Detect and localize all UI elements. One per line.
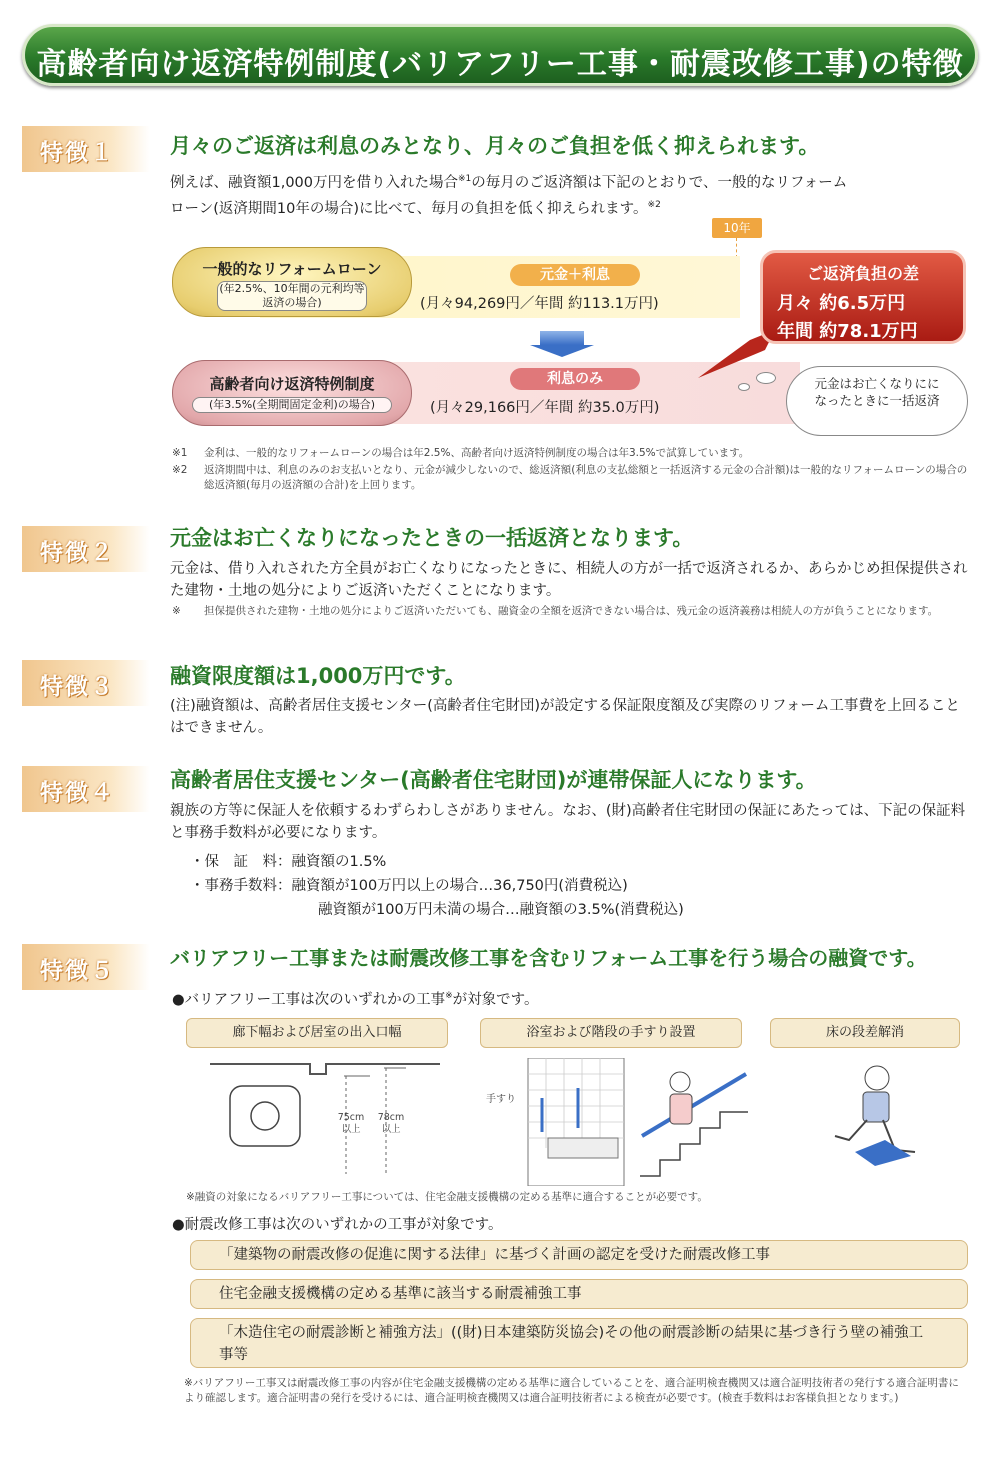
barrier-free-intro-part2: が対象です。 <box>452 991 539 1008</box>
feature-2-note-mark: ※ <box>172 605 181 617</box>
corridor-width-illustration <box>210 1058 450 1178</box>
quake-item-1: 「建築物の耐震改修の促進に関する法律」に基づく計画の認定を受けた耐震改修工事 <box>190 1240 968 1270</box>
page-title: 高齢者向け返済特例制度(バリアフリー工事・耐震改修工事)の特徴 <box>36 47 964 82</box>
handrail-label: 手すり <box>486 1094 516 1105</box>
footnote-2-mark: ※2 <box>172 464 188 476</box>
general-loan-title: 一般的なリフォームローン <box>202 260 382 278</box>
floor-step-illustration <box>815 1060 925 1170</box>
bf-item-corridor: 廊下幅および居室の出入口幅 <box>186 1018 448 1048</box>
special-loan-title: 高齢者向け返済特例制度 <box>209 375 375 393</box>
cloud-bubble-medium <box>756 372 776 384</box>
feature-3-tag <box>22 660 150 706</box>
title-banner <box>22 24 978 86</box>
feature-2-tag-label: 特徴２ <box>40 540 115 566</box>
cloud-text: 元金はお亡くなりにになったときに一括返済 <box>814 376 940 408</box>
special-amount: (月々29,166円／年間 約35.0万円) <box>430 400 660 416</box>
cloud-bubble-small <box>738 383 750 391</box>
feature-1-body-part2: の毎月のご返済額は下記のとおりで、一般的なリフォーム <box>471 174 848 191</box>
final-note: ※バリアフリー工事又は耐震改修工事の内容が住宅金融支援機構の定める基準に適合していることを、適合証明検査機関又は適合証明技術者の発行する適合証明書により確認します。適合証明書の発行を受けるには、適合証明検査機関又は適合証明技術者による検査が必要です。(検査手数料はお客様負担となります。) <box>184 1377 959 1404</box>
quake-item-3: 「木造住宅の耐震診断と補強方法」((財)日本建築防災協会)その他の耐震診断の結果に基づき行う壁の補強工事等 <box>190 1318 968 1368</box>
barrier-free-note: ※融資の対象になるバリアフリー工事については、住宅金融支援機構の定める基準に適合することが必要です。 <box>186 1191 708 1203</box>
cloud-bubble <box>786 366 968 436</box>
feature-2-body: 元金は、借り入れされた方全員がお亡くなりになったときに、相続人の方が一括で返済されるか、あらかじめ担保提供された建物・土地の処分によりご返済いただくことになります。 <box>170 561 968 599</box>
feature-5-heading: バリアフリー工事または耐震改修工事を含むリフォーム工事を行う場合の融資です。 <box>170 946 927 970</box>
repayment-diff-monthly: 月々 約6.5万円 <box>777 293 906 314</box>
bathroom-handrail-illustration <box>498 1058 628 1186</box>
feature-4-tag-label: 特徴４ <box>40 780 115 806</box>
special-band-label: 利息のみ <box>510 368 640 390</box>
feature-2-tag <box>22 526 150 572</box>
barrier-free-intro-part1: ●バリアフリー工事は次のいずれかの工事 <box>172 991 446 1008</box>
width-78-label: 78cm以上 <box>377 1112 405 1135</box>
feature-5-tag <box>22 944 150 990</box>
quake-item-2: 住宅金融支援機構の定める基準に該当する耐震補強工事 <box>190 1279 968 1309</box>
feature-1-tag-label: 特徴１ <box>40 140 115 166</box>
feature-4-tag <box>22 766 150 812</box>
general-band-label: 元金＋利息 <box>510 264 640 286</box>
down-arrow-icon <box>540 331 584 345</box>
general-loan-sub: (年2.5%、10年間の元利均等返済の場合) <box>217 281 367 311</box>
down-arrow-head-icon <box>530 345 594 357</box>
feature-2-heading: 元金はお亡くなりになったときの一括返済となります。 <box>170 526 694 550</box>
quake-intro: ●耐震改修工事は次のいずれかの工事が対象です。 <box>172 1217 503 1233</box>
fee-line-2: ・事務手数料：融資額が100万円以上の場合…36,750円(消費税込) <box>190 878 628 894</box>
years-marker <box>736 238 737 258</box>
feature-5-tag-label: 特徴５ <box>40 958 115 984</box>
feature-4-body: 親族の方等に保証人を依頼するわずらわしさがありません。なお、(財)高齢者住宅財団の保証にあたっては、下記の保証料と事務手数料が必要になります。 <box>170 803 966 841</box>
barrier-free-intro <box>172 985 972 1011</box>
repayment-diff-yearly: 年間 約78.1万円 <box>777 321 918 342</box>
bf-item-step: 床の段差解消 <box>770 1018 960 1048</box>
bf-item-handrail: 浴室および階段の手すり設置 <box>480 1018 742 1048</box>
general-loan-pill <box>172 247 412 317</box>
feature-1-tag <box>22 126 150 172</box>
special-loan-pill <box>172 360 412 426</box>
special-loan-sub: (年3.5%(全期間固定金利)の場合) <box>192 397 392 413</box>
feature-3-tag-label: 特徴３ <box>40 674 115 700</box>
stairs-handrail-illustration <box>640 1060 750 1180</box>
feature-1-heading: 月々のご返済は利息のみとなり、月々のご負担を低く抑えられます。 <box>170 134 820 158</box>
feature-1-body <box>170 168 970 220</box>
feature-1-sup1: ※1 <box>458 174 472 184</box>
footnote-2-text: 返済期間中は、利息のみのお支払いとなり、元金が減少しないので、総返済額(利息の支払総額と一括返済する元金の合計額)は一般的なリフォームローンの場合の総返済額(毎月の返済額の合計)を上回ります。 <box>204 464 968 491</box>
feature-3-heading: 融資限度額は1,000万円です。 <box>170 664 466 688</box>
years-label: 10年 <box>712 218 762 238</box>
feature-4-heading: 高齢者居住支援センター(高齢者住宅財団)が連帯保証人になります。 <box>170 768 817 792</box>
fee-line-1: ・保 証 料：融資額の1.5% <box>190 854 387 870</box>
repayment-diff-title: ご返済負担の差 <box>806 264 919 283</box>
barrier-free-sup: ※ <box>445 991 453 1001</box>
repayment-diff-box <box>760 250 966 344</box>
width-75-label: 75cm以上 <box>337 1112 365 1135</box>
feature-1-sup2: ※2 <box>647 199 661 210</box>
fee-line-3: 融資額が100万円未満の場合…融資額の3.5%(消費税込) <box>318 902 684 918</box>
footnote-1-text: 金利は、一般的なリフォームローンの場合は年2.5%、高齢者向け返済特例制度の場合は年3.5%で試算しています。 <box>204 447 750 459</box>
feature-2-note: 担保提供された建物・土地の処分によりご返済いただいても、融資金の全額を返済できない場合は、残元金の返済義務は相続人の方が負うことになります。 <box>204 605 939 617</box>
footnote-1-mark: ※1 <box>172 447 188 459</box>
feature-1-body-part1: 例えば、融資額1,000万円を借り入れた場合 <box>170 174 459 191</box>
feature-3-body: (注)融資額は、高齢者居住支援センター(高齢者住宅財団)が設定する保証限度額及び実際のリフォーム工事費を上回ることはできません。 <box>170 698 960 736</box>
feature-1-body-part3: ローン(返済期間10年の場合)に比べて、毎月の負担を低く抑えられます。 <box>170 200 648 217</box>
general-amount: (月々94,269円／年間 約113.1万円) <box>420 296 659 312</box>
